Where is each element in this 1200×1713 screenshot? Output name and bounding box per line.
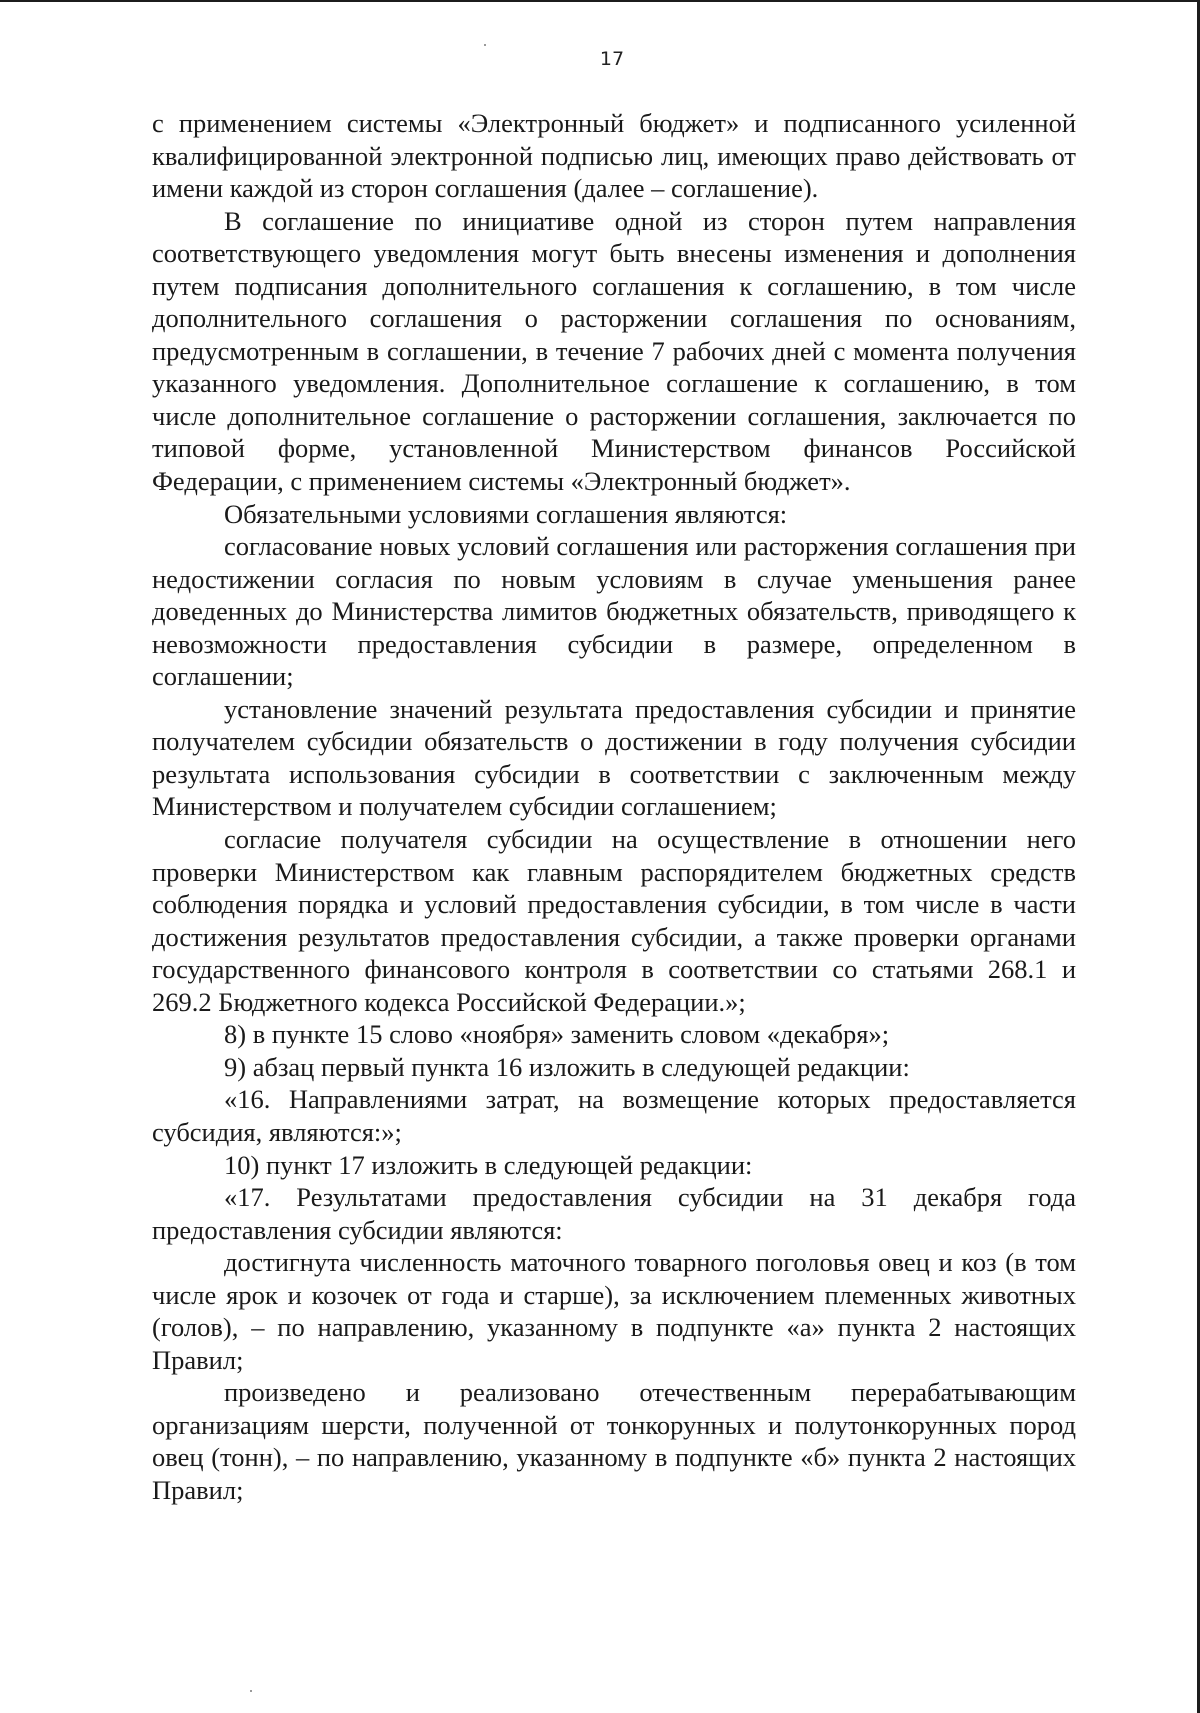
paragraph: произведено и реализовано отечественным перерабатывающим организациям шерсти, полученной от тонкорунных и полутонкорунных пород овец (тонн), – по направлению, указанному в подпункте «б» пункта 2 настоящих Правил; (152, 1377, 1076, 1505)
paragraph: установление значений результата предоставления субсидии и принятие получателем субсидии обязательств о достижении в году получения субсидии результата использования субсидии в соответствии с заключенным между Министерством и получателем субсидии соглашением; (152, 693, 1076, 822)
paragraph: достигнута численность маточного товарного поголовья овец и коз (в том числе ярок и козочек от года и старше), за исключением племенных животных (голов), – по направлению, указанному в подпункте «а» пункта 2 настоящих Правил; (152, 1247, 1076, 1375)
paragraph: согласование новых условий соглашения или расторжения соглашения при недостижении согласия по новым условиям в случае уменьшения ранее доведенных до Министерства лимитов бюджетных обязательств, приводящего к невозможности предоставления субсидии в размере, определенном в соглашении; (152, 531, 1076, 692)
paragraph: 8) в пункте 15 слово «ноября» заменить словом «декабря»; (224, 1019, 890, 1050)
paragraph: Обязательными условиями соглашения являются: (224, 498, 788, 529)
paragraph: 9) абзац первый пункта 16 изложить в следующей редакции: (224, 1051, 910, 1082)
paragraph: В соглашение по инициативе одной из сторон путем направления соответствующего уведомления могут быть внесены изменения и дополнения путем подписания дополнительного соглашения к соглашению, в том числе дополнительного соглашения о расторжении соглашения по основаниям, предусмотренным в соглашении, в течение 7 рабочих дней с момента получения указанного уведомления. Дополнительное соглашение к соглашению, в том числе дополнительное соглашение о расторжении соглашения, заключается по типовой форме, установленной Министерством финансов Российской Федерации, с применением системы «Электронный бюджет». (152, 205, 1076, 497)
paragraph: 10) пункт 17 изложить в следующей редакции: (224, 1149, 753, 1180)
scan-speck (484, 44, 486, 46)
document-body (152, 107, 1076, 1507)
page-number: 17 (599, 48, 625, 70)
paragraph: «17. Результатами предоставления субсидии на 31 декабря года предоставления субсидии являются: (152, 1182, 1076, 1245)
paragraph: согласие получателя субсидии на осуществление в отношении него проверки Министерством как главным распорядителем бюджетных средств соблюдения порядка и условий предоставления субсидии, в том числе в части достижения результатов предоставления субсидии, а также проверки органами государственного финансового контроля в соответствии со статьями 268.1 и 269.2 Бюджетного кодекса Российской Федерации.»; (152, 824, 1076, 1017)
paragraph: с применением системы «Электронный бюджет» и подписанного усиленной квалифицированной электронной подписью лиц, имеющих право действовать от имени каждой из сторон соглашения (далее – соглашение). (152, 108, 1076, 204)
scan-speck (250, 1690, 252, 1692)
paragraph: «16. Направлениями затрат, на возмещение которых предоставляется субсидия, являются:»; (152, 1084, 1076, 1147)
